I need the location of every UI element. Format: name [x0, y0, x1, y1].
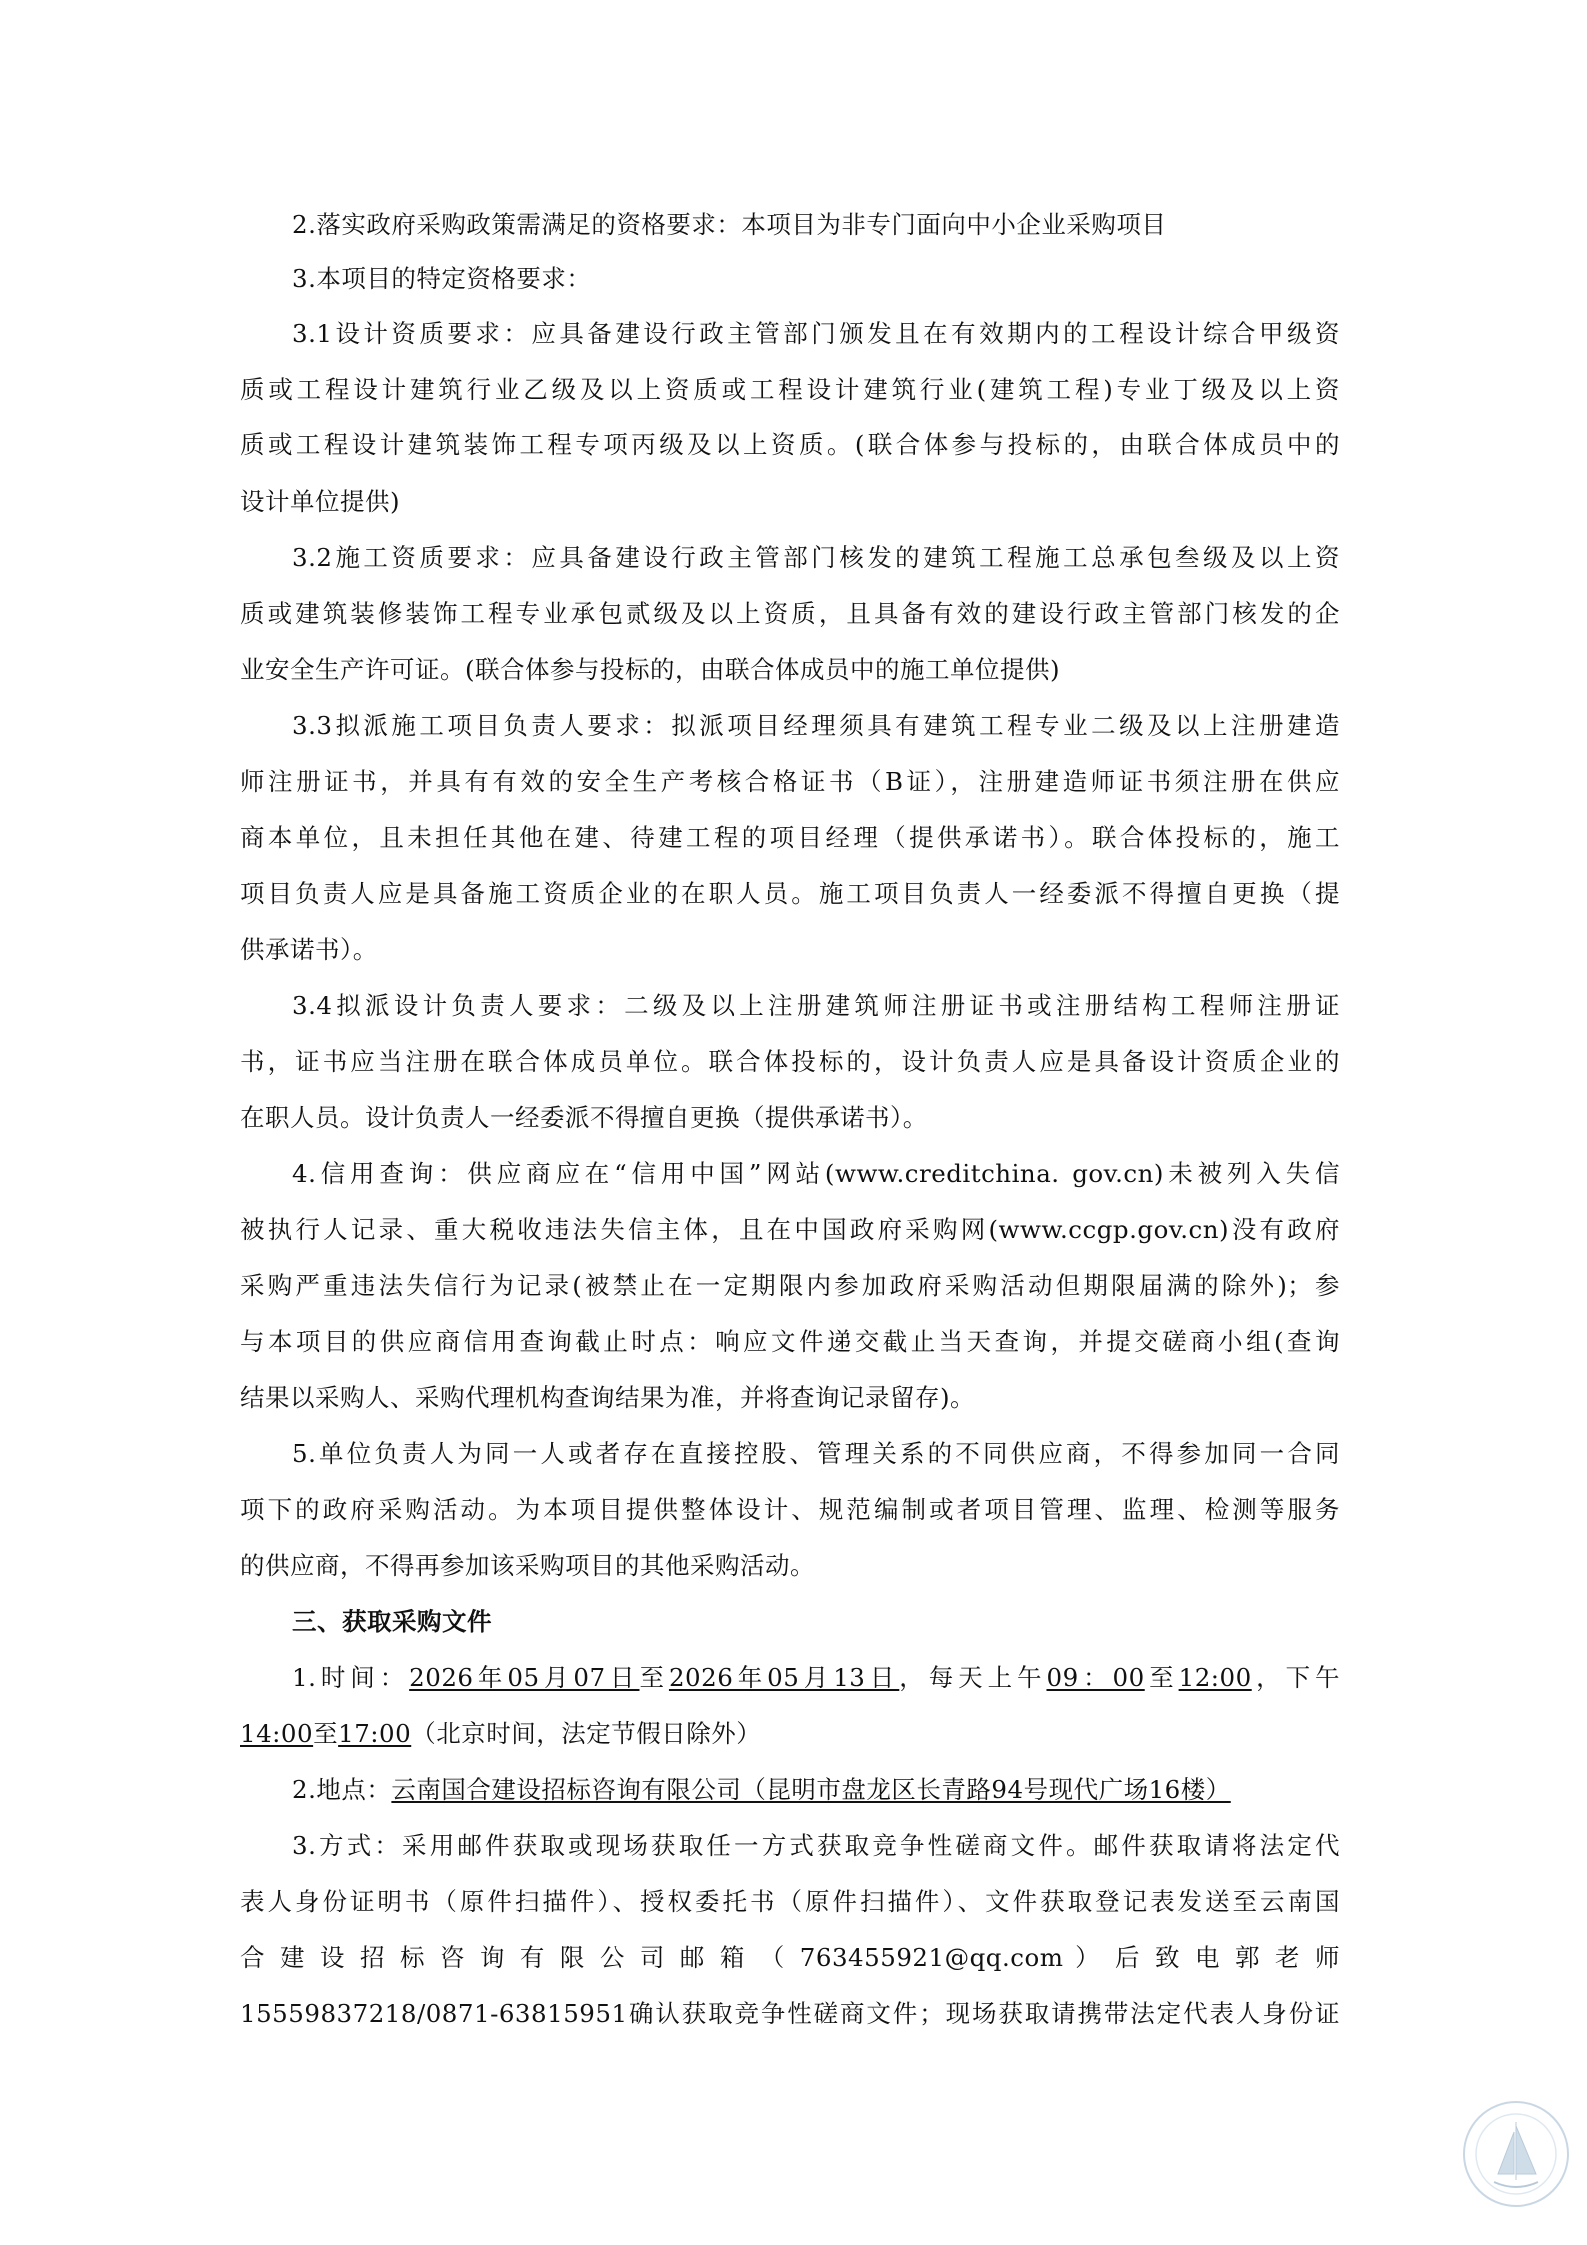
paragraph-3-1-line: 设计单位提供): [240, 487, 401, 516]
paragraph-specific-qualifications: 3.本项目的特定资格要求：: [292, 264, 592, 293]
pm-end-time: 17:00: [338, 1719, 412, 1748]
paragraph-credit-line: 被执行人记录、重大税收违法失信主体，且在中国政府采购网(www.ccgp.gov.cn)没有政府: [240, 1215, 1340, 1244]
paragraph-3-4-line: 书，证书应当注册在联合体成员单位。联合体投标的，设计负责人应是具备设计资质企业的: [240, 1047, 1340, 1076]
acquisition-time-line: 1.时间：2026年05月07日至2026年05月13日，每天上午09：00至12:00，下午: [292, 1663, 1341, 1692]
acquisition-method-line: 15559837218/0871-63815951确认获取竞争性磋商文件；现场获取请携带法定代表人身份证: [240, 1999, 1340, 2028]
paragraph-3-2-line: 3.2施工资质要求：应具备建设行政主管部门核发的建筑工程施工总承包叁级及以上资: [292, 543, 1340, 572]
paragraph-conflict-line: 的供应商，不得再参加该采购项目的其他采购活动。: [240, 1551, 815, 1580]
paragraph-3-4-line: 在职人员。设计负责人一经委派不得擅自更换（提供承诺书）。: [240, 1103, 928, 1132]
paragraph-3-1-line: 质或工程设计建筑装饰工程专项丙级及以上资质。(联合体参与投标的，由联合体成员中的: [240, 430, 1340, 459]
paragraph-credit-line: 采购严重违法失信行为记录(被禁止在一定期限内参加政府采购活动但期限届满的除外)；参: [240, 1271, 1340, 1300]
paragraph-3-3-line: 商本单位，且未担任其他在建、待建工程的项目经理（提供承诺书）。联合体投标的，施工: [240, 823, 1340, 852]
paragraph-credit-line: 4.信用查询：供应商应在“信用中国”网站(www.creditchina. gov.cn)未被列入失信: [292, 1159, 1340, 1188]
paragraph-3-2-line: 业安全生产许可证。(联合体参与投标的，由联合体成员中的施工单位提供): [240, 655, 1061, 684]
end-date: 2026年05月13日: [668, 1663, 900, 1692]
acquisition-address: 云南国合建设招标咨询有限公司（昆明市盘龙区长青路94号现代广场16楼）: [391, 1775, 1231, 1804]
am-end-time: 12:00: [1178, 1663, 1252, 1692]
am-start-time: 09：00: [1046, 1663, 1145, 1692]
paragraph-conflict-line: 5.单位负责人为同一人或者存在直接控股、管理关系的不同供应商，不得参加同一合同: [292, 1439, 1340, 1468]
acquisition-method-line: 合 建 设 招 标 咨 询 有 限 公 司 邮 箱 （ 763455921@qq.com ） 后 致 电 郭 老 师: [240, 1943, 1340, 1972]
acquisition-time-line-2: 14:00至17:00（北京时间，法定节假日除外）: [240, 1719, 762, 1748]
paragraph-3-2-line: 质或建筑装修装饰工程专业承包贰级及以上资质，且具备有效的建设行政主管部门核发的企: [240, 599, 1340, 628]
paragraph-credit-line: 与本项目的供应商信用查询截止时点：响应文件递交截止当天查询，并提交磋商小组(查询: [240, 1327, 1340, 1356]
paragraph-conflict-line: 项下的政府采购活动。为本项目提供整体设计、规范编制或者项目管理、监理、检测等服务: [240, 1495, 1340, 1524]
paragraph-3-1-line: 质或工程设计建筑行业乙级及以上资质或工程设计建筑行业(建筑工程)专业丁级及以上资: [240, 375, 1340, 404]
start-date: 2026年05月07日: [409, 1663, 640, 1692]
paragraph-3-1-line: 3.1设计资质要求：应具备建设行政主管部门颁发且在有效期内的工程设计综合甲级资: [292, 319, 1340, 348]
acquisition-place-line: 2.地点：云南国合建设招标咨询有限公司（昆明市盘龙区长青路94号现代广场16楼）: [292, 1775, 1231, 1804]
paragraph-3-3-line: 供承诺书）。: [240, 935, 378, 964]
paragraph-3-4-line: 3.4拟派设计负责人要求：二级及以上注册建筑师注册证书或注册结构工程师注册证: [292, 991, 1340, 1020]
institution-seal-watermark-icon: [1460, 2098, 1572, 2210]
paragraph-3-3-line: 师注册证书，并具有有效的安全生产考核合格证书（B证），注册建造师证书须注册在供应: [240, 767, 1340, 796]
acquisition-method-line: 表人身份证明书（原件扫描件）、授权委托书（原件扫描件）、文件获取登记表发送至云南国: [240, 1887, 1340, 1916]
acquisition-method-line: 3.方式：采用邮件获取或现场获取任一方式获取竞争性磋商文件。邮件获取请将法定代: [292, 1831, 1340, 1860]
pm-start-time: 14:00: [240, 1719, 314, 1748]
paragraph-policy: 2.落实政府采购政策需满足的资格要求：本项目为非专门面向中小企业采购项目: [292, 210, 1167, 239]
paragraph-3-3-line: 3.3拟派施工项目负责人要求：拟派项目经理须具有建筑工程专业二级及以上注册建造: [292, 711, 1340, 740]
paragraph-credit-line: 结果以采购人、采购代理机构查询结果为准，并将查询记录留存)。: [240, 1383, 976, 1412]
paragraph-3-3-line: 项目负责人应是具备施工资质企业的在职人员。施工项目负责人一经委派不得擅自更换（提: [240, 879, 1340, 908]
section-heading: 三、获取采购文件: [292, 1607, 492, 1636]
